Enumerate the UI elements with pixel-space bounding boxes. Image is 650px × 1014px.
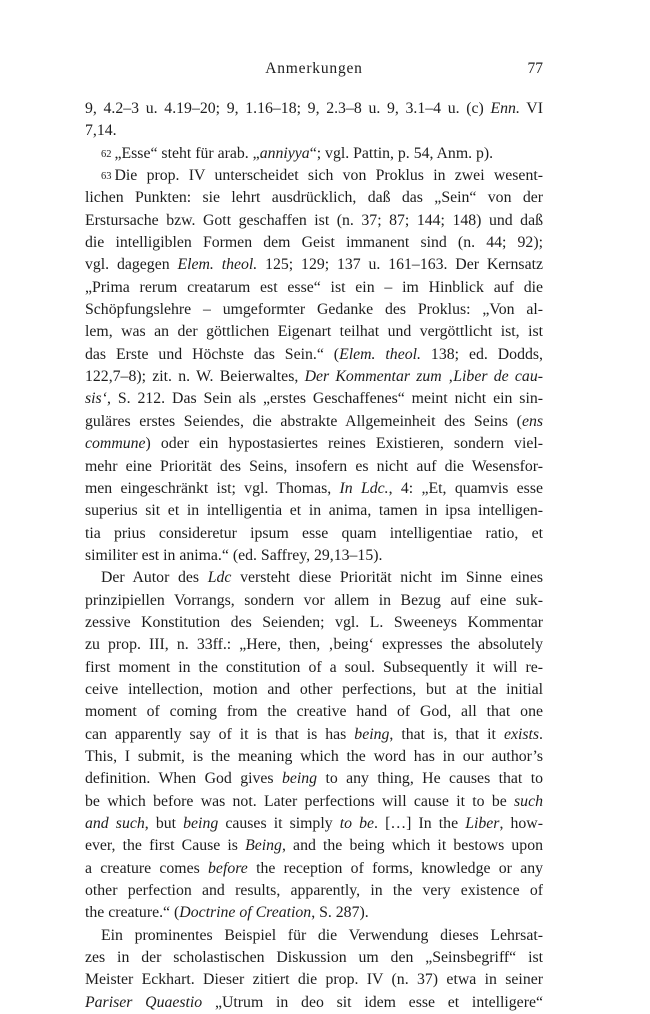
text-run: definition. When God gives: [85, 770, 282, 788]
text-line: [85, 925, 543, 947]
text-line: [85, 433, 543, 455]
text-line: [85, 590, 543, 612]
italic-run: being: [281, 770, 318, 788]
text-line: [85, 299, 543, 321]
italic-run: to be: [339, 815, 375, 832]
text-line: [85, 567, 543, 589]
text-run: a creature comes: [85, 859, 209, 877]
text-line: [85, 456, 543, 478]
running-head-title: Anmerkungen: [265, 60, 363, 77]
text-run: , that is, that it: [389, 725, 504, 743]
text-run: “; vgl. Pattin, p. 54, Anm. p).: [309, 144, 494, 162]
text-run: This, I submit, is the meaning which the word has in our author’s: [85, 747, 543, 765]
text-line: [85, 791, 543, 813]
italic-run: anniyya: [259, 144, 310, 162]
text-run: ceive intellection, motion and other perfections, but at the initial: [85, 680, 543, 698]
italic-run: being: [183, 815, 219, 832]
text-run: , but: [144, 815, 184, 832]
italic-run: Ldc: [207, 569, 232, 587]
italic-run: and such: [85, 815, 145, 832]
text-run: to any thing, He causes that to: [317, 770, 543, 788]
text-run: superius sit et in intelligentia et in anima, tamen in ipsa intelligen-: [85, 502, 543, 520]
text-run: zes in der scholastischen Diskussion um den „Seinsbegriff“ ist: [85, 949, 543, 967]
italic-run: exists: [503, 725, 540, 743]
text-line: [85, 523, 543, 545]
text-run: 138; ed. Dodds,: [420, 345, 543, 363]
text-run: , S. 212. Das Sein als „erstes Geschaffenes“ meint nicht ein sin-: [106, 390, 543, 408]
text-run: be which before was not. Later perfections will cause it to be: [85, 792, 515, 810]
text-run: .: [539, 725, 543, 743]
text-line: [115, 167, 544, 184]
text-run: versteht diese Priorität nicht im Sinne eines: [231, 569, 543, 587]
text-line: [85, 500, 543, 522]
text-run: 125; 129; 137 u. 161–163. Der Kernsatz: [257, 256, 543, 274]
italic-run: Pariser Quaestio: [85, 993, 203, 1011]
text-run: tia prius consideretur ipsum esse quam intelligentiae ratio, et: [85, 524, 543, 542]
text-line: [85, 388, 543, 410]
text-line: [85, 411, 543, 433]
text-run: Schöpfungslehre – umgeformter Gedanke des Proklus: „Von al-: [85, 301, 543, 319]
text-run: 122,7–8); zit. n. W. Beierwaltes,: [85, 368, 305, 386]
text-run: moment of coming from the creative hand of God, all that one: [85, 703, 543, 721]
text-line: [85, 679, 543, 701]
text-run: die intelligiblen Formen dem Geist immanent sind (n. 44; 92);: [85, 234, 543, 252]
text-run: first moment in the constitution of a soul. Subsequently it will re-: [85, 658, 543, 676]
text-line: [85, 478, 543, 500]
text-line: [85, 545, 543, 567]
text-run: 7,14.: [85, 122, 117, 140]
text-run: lichen Punkten: sie lehrt ausdrücklich, daß das „Sein“ von der: [85, 189, 543, 207]
text-run: Die prop. IV unterscheidet sich von Proklus in zwei wesent-: [114, 167, 543, 185]
italic-run: commune: [85, 435, 146, 453]
text-line: [85, 947, 543, 969]
text-line: [85, 724, 543, 746]
italic-run: being: [354, 725, 390, 743]
text-run: zessive Konstitution des Seienden; vgl. L. Sweeneys Kommentar: [85, 613, 543, 631]
text-run: causes it simply: [218, 815, 340, 832]
italic-run: such: [514, 792, 543, 810]
text-line: [85, 701, 543, 723]
text-run: prinzipiellen Vorrangs, sondern vor allem in Bezug auf eine suk-: [85, 591, 543, 609]
text-run: zu prop. III, n. 33ff.: „Here, then, ‚being‘ expresses the absolutely: [85, 636, 543, 654]
text-line: [85, 969, 543, 991]
text-run: guläres erstes Seiendes, die abstrakte Allgemeinheit des Seins (: [85, 412, 522, 430]
text-line: [85, 768, 543, 790]
text-line: [85, 187, 543, 209]
text-run: can apparently say of it is that is has: [85, 725, 355, 743]
text-run: Meister Eckhart. Dieser zitiert die prop. IV (n. 37) etwa in seiner: [85, 971, 543, 989]
text-run: lem, was an der göttlichen Eigenart teilhat und vergöttlicht ist, ist: [85, 323, 543, 341]
text-run: men eingeschränkt ist; vgl. Thomas,: [85, 479, 340, 497]
text-line: [85, 657, 543, 679]
italic-run: In Ldc.: [339, 479, 389, 497]
text-line: [85, 366, 543, 388]
italic-run: Being: [245, 837, 282, 855]
footnote-marker: 63: [101, 171, 112, 183]
text-run: other perfection and results, apparently, in the very existence of: [85, 882, 543, 900]
text-line: [85, 232, 543, 254]
text-run: , how-: [499, 815, 543, 832]
text-line: [85, 902, 543, 924]
text-line: [85, 992, 543, 1014]
text-run: VI: [519, 100, 543, 117]
text-line: [85, 634, 543, 656]
text-run: „Prima rerum creatarum est esse“ ist ein – im Hinblick auf die: [85, 278, 543, 296]
text-run: Ein prominentes Beispiel für die Verwendung dieses Lehrsat-: [101, 926, 543, 944]
text-run: „Utrum in deo sit idem esse et intelligere“: [202, 993, 543, 1011]
text-run: . […] In the: [374, 815, 466, 832]
text-run: 9, 4.2–3 u. 4.19–20; 9, 1.16–18; 9, 2.3–8 u. 9, 3.1–4 u. (c): [85, 100, 491, 117]
text-run: vgl. dagegen: [85, 256, 178, 274]
text-line: [85, 98, 543, 120]
text-line: [85, 612, 543, 634]
text-run: , S. 287).: [311, 904, 369, 922]
footnote-63: [85, 165, 543, 187]
italic-run: Enn.: [490, 100, 520, 117]
text-line: [85, 835, 543, 857]
italic-run: Elem. theol.: [177, 256, 258, 274]
italic-run: Der Kommentar zum ‚Liber de cau-: [304, 368, 543, 386]
text-run: Erstursache bzw. Gott geschaffen ist (n. 37; 87; 144; 148) und daß: [85, 211, 543, 229]
italic-run: sis‘: [85, 390, 107, 408]
text-run: „Esse“ steht für arab. „: [114, 144, 260, 162]
text-line: [115, 145, 494, 162]
page-number: 77: [527, 60, 543, 77]
text-run: ) oder ein hypostasiertes reines Existieren, sondern viel-: [145, 435, 543, 453]
text-line: [85, 277, 543, 299]
text-run: mehr eine Priorität des Seins, insofern es nicht auf die Wesensfor-: [85, 457, 543, 475]
italic-run: before: [208, 859, 248, 877]
text-line: [85, 746, 543, 768]
text-line: [85, 210, 543, 232]
text-run: the reception of forms, knowledge or any: [247, 859, 543, 877]
italic-run: Elem. theol.: [339, 345, 421, 363]
text-run: , 4: „Et, quamvis esse: [388, 479, 543, 497]
text-run: similiter est in anima.“ (ed. Saffrey, 29,13–15).: [85, 546, 383, 564]
text-line: [85, 344, 543, 366]
footnote-62: [85, 143, 543, 165]
text-run: ever, the first Cause is: [85, 837, 246, 855]
text-run: das Erste und Höchste das Sein.“ (: [85, 345, 340, 363]
italic-run: Liber: [465, 815, 500, 832]
body-text: [85, 98, 543, 1014]
text-run: the creature.“ (: [85, 904, 180, 922]
text-line: [85, 321, 543, 343]
text-line: [85, 120, 543, 142]
text-line: [85, 858, 543, 880]
running-head: [85, 60, 543, 84]
text-run: Der Autor des: [101, 569, 208, 587]
text-line: [85, 880, 543, 902]
italic-run: ens: [521, 412, 543, 430]
text-line: [85, 813, 543, 835]
text-run: , and the being which it bestows upon: [281, 837, 543, 855]
italic-run: Doctrine of Creation: [179, 904, 312, 922]
footnote-marker: 62: [101, 148, 112, 160]
text-line: [85, 254, 543, 276]
